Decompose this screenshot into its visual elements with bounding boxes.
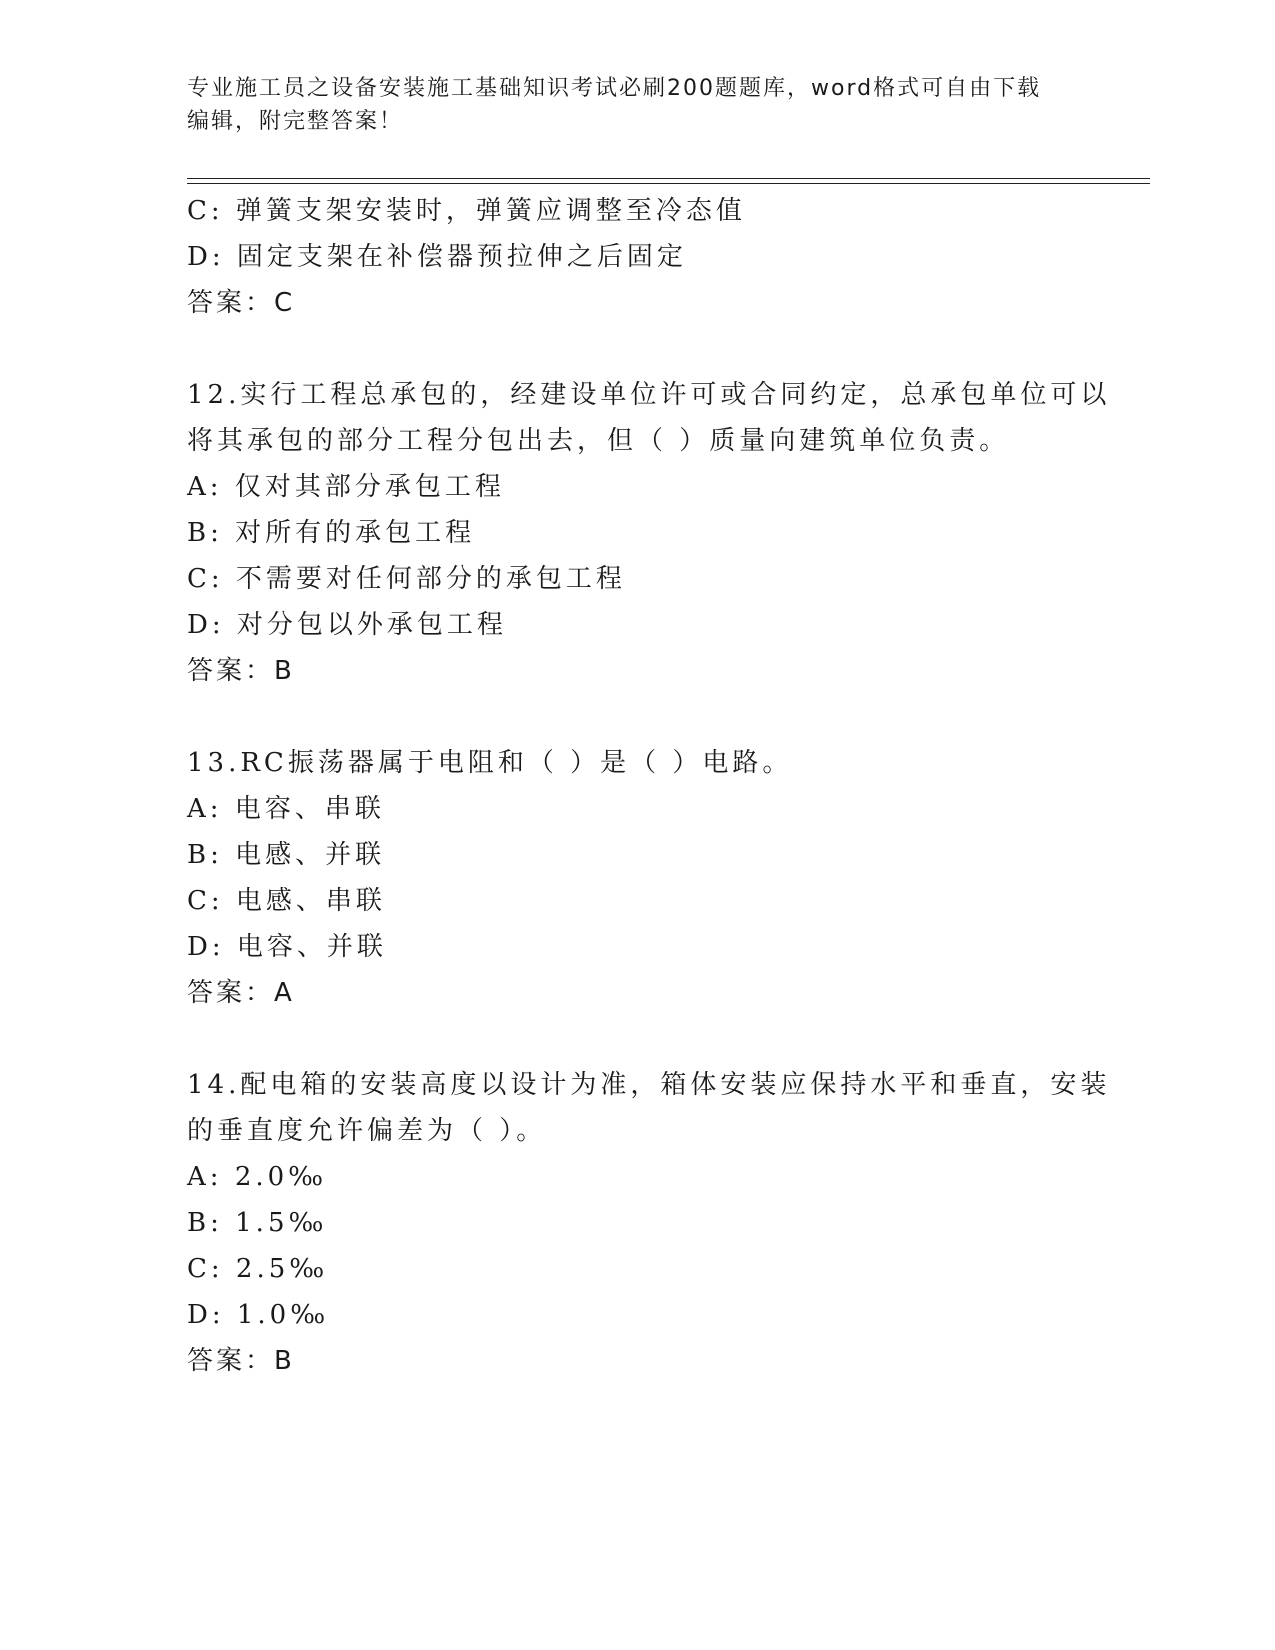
- option-label: D:: [187, 932, 225, 962]
- option-c: [187, 878, 1087, 924]
- previous-question-tail: [187, 188, 1087, 326]
- option-label: A:: [187, 794, 223, 824]
- answer-value: B: [274, 656, 295, 686]
- answer-line: [187, 970, 1087, 1016]
- option-d: [187, 1292, 1087, 1338]
- option-label: C:: [187, 886, 224, 916]
- spacer: [187, 1016, 1087, 1062]
- option-label: C:: [187, 1254, 224, 1284]
- question-stem-line: 14.配电箱的安装高度以设计为准，箱体安装应保持水平和垂直，安装: [187, 1070, 1111, 1100]
- spacer: [187, 326, 1087, 372]
- option-text: 1.5‰: [235, 1208, 328, 1238]
- option-b: [187, 1200, 1087, 1246]
- option-label: D:: [187, 1300, 225, 1330]
- option-label: D:: [187, 610, 225, 640]
- question-stem-line: 将其承包的部分工程分包出去，但（ ）质量向建筑单位负责。: [187, 426, 1010, 456]
- option-text: 电容、并联: [236, 932, 387, 962]
- question-content: [187, 188, 1111, 1384]
- option-text: 对分包以外承包工程: [236, 610, 507, 640]
- option-label: B:: [187, 1208, 223, 1238]
- answer-label: 答案：: [187, 1346, 275, 1376]
- option-text: 电容、串联: [234, 794, 385, 824]
- question-14: [187, 1062, 1111, 1384]
- option-label: A:: [187, 1162, 223, 1192]
- option-text: 2.0‰: [234, 1162, 328, 1192]
- option-d: [187, 234, 1087, 280]
- answer-value: C: [274, 288, 296, 318]
- option-label: A:: [187, 472, 223, 502]
- option-text: 电感、串联: [235, 886, 386, 916]
- option-d: [187, 602, 1087, 648]
- option-b: [187, 832, 1087, 878]
- option-label: C:: [187, 196, 224, 226]
- answer-value: B: [274, 1346, 295, 1376]
- option-text: 电感、并联: [235, 840, 386, 870]
- page-header: [187, 72, 1067, 138]
- option-text: 固定支架在补偿器预拉伸之后固定: [236, 242, 687, 272]
- option-text: 弹簧支架安装时，弹簧应调整至冷态值: [235, 196, 746, 226]
- question-13: [187, 740, 1087, 1016]
- option-a: [187, 786, 1087, 832]
- question-12: [187, 372, 1111, 694]
- option-c: [187, 188, 1087, 234]
- answer-line: [187, 1338, 1087, 1384]
- option-label: B:: [187, 840, 223, 870]
- option-label: C:: [187, 564, 224, 594]
- answer-line: [187, 648, 1087, 694]
- header-divider-top: [187, 178, 1150, 179]
- answer-value: A: [274, 978, 295, 1008]
- question-stem-line: 13.RC振荡器属于电阻和（ ）是（ ）电路。: [187, 748, 793, 778]
- option-c: [187, 1246, 1087, 1292]
- answer-line: [187, 280, 1087, 326]
- option-a: [187, 1154, 1087, 1200]
- option-c: [187, 556, 1087, 602]
- header-title-line-1: 专业施工员之设备安装施工基础知识考试必刷200题题库，word格式可自由下载: [187, 76, 1042, 101]
- question-stem-line: 的垂直度允许偏差为（ ）。: [187, 1116, 547, 1146]
- question-stem-line: 12.实行工程总承包的，经建设单位许可或合同约定，总承包单位可以: [187, 380, 1111, 410]
- option-text: 对所有的承包工程: [235, 518, 476, 548]
- option-text: 2.5‰: [235, 1254, 329, 1284]
- header-title-line-2: 编辑，附完整答案！: [187, 109, 404, 134]
- header-divider-bottom: [187, 183, 1150, 184]
- option-text: 1.0‰: [236, 1300, 330, 1330]
- answer-label: 答案：: [187, 288, 275, 318]
- spacer: [187, 694, 1087, 740]
- answer-label: 答案：: [187, 978, 275, 1008]
- option-b: [187, 510, 1087, 556]
- option-a: [187, 464, 1087, 510]
- option-text: 仅对其部分承包工程: [234, 472, 505, 502]
- option-label: D:: [187, 242, 225, 272]
- option-d: [187, 924, 1087, 970]
- option-text: 不需要对任何部分的承包工程: [235, 564, 626, 594]
- option-label: B:: [187, 518, 223, 548]
- answer-label: 答案：: [187, 656, 275, 686]
